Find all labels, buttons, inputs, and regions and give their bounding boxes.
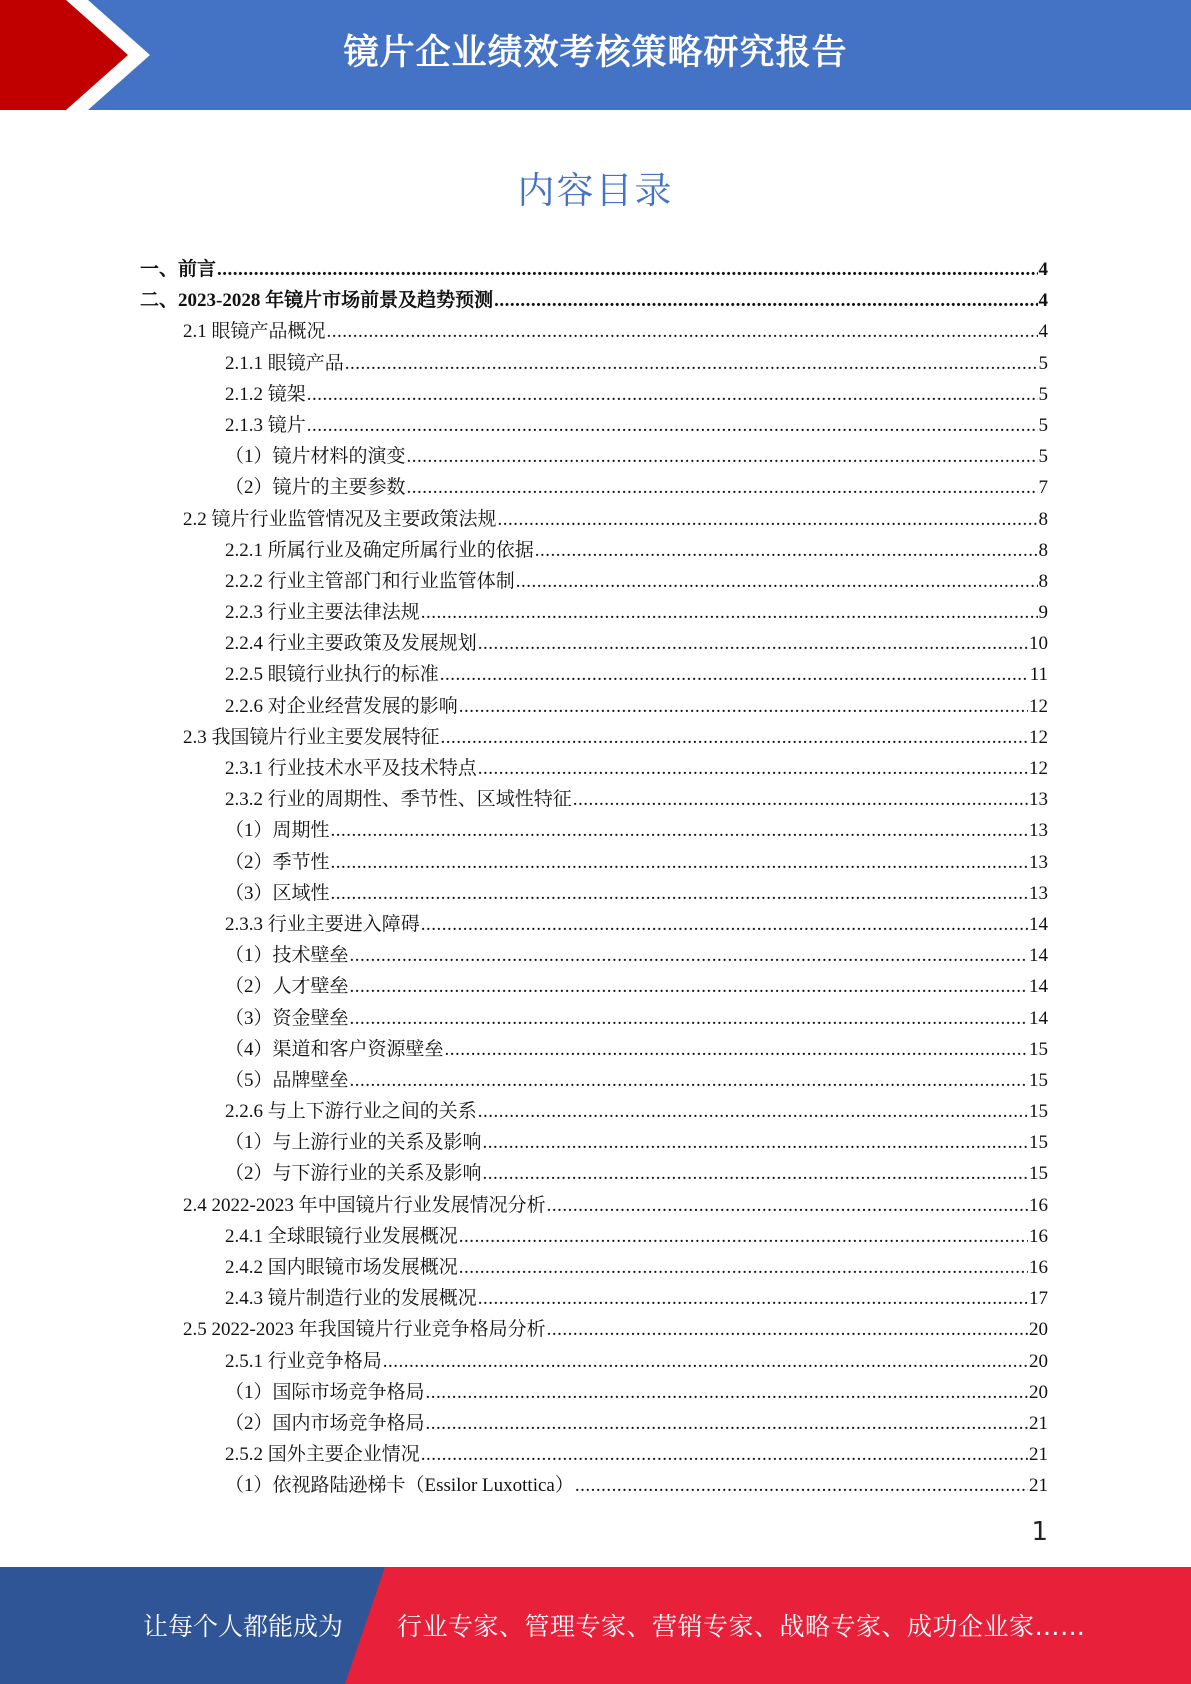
toc-entry[interactable] bbox=[140, 1096, 1048, 1127]
toc-leader-dots bbox=[445, 1034, 1028, 1065]
toc-entry[interactable] bbox=[140, 1158, 1048, 1189]
toc-leader-dots bbox=[440, 659, 1029, 690]
toc-leader-dots bbox=[535, 535, 1038, 566]
toc-entry-title: （1）周期性 bbox=[225, 820, 330, 842]
toc-entry-page: 13 bbox=[1029, 820, 1048, 842]
toc-leader-dots bbox=[478, 628, 1028, 659]
toc-entry[interactable] bbox=[140, 504, 1048, 535]
toc-entry[interactable] bbox=[140, 847, 1048, 878]
toc-entry-title: （3）区域性 bbox=[225, 882, 330, 904]
toc-entry-title: 2.2.1 所属行业及确定所属行业的依据 bbox=[225, 539, 534, 561]
toc-entry-page: 21 bbox=[1029, 1444, 1048, 1466]
toc-entry-page: 15 bbox=[1029, 1163, 1048, 1185]
toc-entry-page: 9 bbox=[1038, 602, 1048, 624]
toc-entry-title: 2.4 2022-2023 年中国镜片行业发展情况分析 bbox=[183, 1194, 546, 1216]
toc-entry-page: 15 bbox=[1029, 1038, 1048, 1060]
toc-leader-dots bbox=[547, 1190, 1028, 1221]
toc-entry[interactable] bbox=[140, 971, 1048, 1002]
toc-entry-page: 5 bbox=[1038, 352, 1048, 374]
toc-entry-page: 5 bbox=[1038, 414, 1048, 436]
toc-entry-title: 2.4.1 全球眼镜行业发展概况 bbox=[225, 1225, 458, 1247]
toc-entry-page: 16 bbox=[1029, 1225, 1048, 1247]
toc-entry[interactable] bbox=[140, 254, 1048, 285]
toc-leader-dots bbox=[459, 1221, 1028, 1252]
toc-leader-dots bbox=[483, 1127, 1028, 1158]
toc-entry[interactable] bbox=[140, 441, 1048, 472]
toc-entry-title: （2）国内市场竞争格局 bbox=[225, 1412, 425, 1434]
toc-entry-title: 2.4.3 镜片制造行业的发展概况 bbox=[225, 1288, 477, 1310]
toc-leader-dots bbox=[459, 691, 1028, 722]
toc-leader-dots bbox=[421, 1439, 1028, 1470]
toc-entry[interactable] bbox=[140, 1439, 1048, 1470]
toc-entry-page: 10 bbox=[1029, 633, 1048, 655]
toc-entry[interactable] bbox=[140, 878, 1048, 909]
toc-entry-title: 2.5 2022-2023 年我国镜片行业竞争格局分析 bbox=[183, 1319, 546, 1341]
toc-leader-dots bbox=[217, 254, 1037, 285]
toc-entry-title: 2.1 眼镜产品概况 bbox=[183, 321, 326, 343]
toc-entry[interactable] bbox=[140, 1221, 1048, 1252]
toc-leader-dots bbox=[483, 1158, 1028, 1189]
toc-entry[interactable] bbox=[140, 691, 1048, 722]
toc-entry-title: 一、前言 bbox=[140, 259, 217, 280]
toc-entry-page: 8 bbox=[1038, 539, 1048, 561]
toc-entry-title: （5）品牌壁垒 bbox=[225, 1069, 349, 1091]
toc-entry[interactable] bbox=[140, 1252, 1048, 1283]
toc-entry-title: 2.2.3 行业主要法律法规 bbox=[225, 602, 420, 624]
toc-entry-title: 2.5.2 国外主要企业情况 bbox=[225, 1444, 420, 1466]
toc-entry-page: 12 bbox=[1029, 695, 1048, 717]
toc-entry[interactable] bbox=[140, 659, 1048, 690]
toc-entry-page: 8 bbox=[1038, 570, 1048, 592]
toc-entry[interactable] bbox=[140, 472, 1048, 503]
header-banner bbox=[0, 0, 1191, 110]
toc-entry[interactable] bbox=[140, 784, 1048, 815]
toc-entry-page: 5 bbox=[1038, 383, 1048, 405]
toc-entry-title: 2.3 我国镜片行业主要发展特征 bbox=[183, 726, 440, 748]
toc-entry-page: 12 bbox=[1029, 758, 1048, 779]
toc-leader-dots bbox=[516, 566, 1038, 597]
toc-entry-title: 2.2 镜片行业监管情况及主要政策法规 bbox=[183, 508, 497, 530]
toc-leader-dots bbox=[331, 847, 1028, 878]
toc-entry-page: 13 bbox=[1029, 851, 1048, 873]
toc-entry-title: 2.1.3 镜片 bbox=[225, 414, 306, 436]
toc-leader-dots bbox=[307, 379, 1038, 410]
toc-leader-dots bbox=[478, 1283, 1028, 1314]
toc-entry-title: （2）人才壁垒 bbox=[225, 976, 349, 998]
toc-leader-dots bbox=[426, 1377, 1028, 1408]
toc-entry-page: 4 bbox=[1038, 259, 1048, 280]
toc-entry[interactable] bbox=[140, 628, 1048, 659]
toc-leader-dots bbox=[575, 1470, 1028, 1501]
toc-leader-dots bbox=[478, 1096, 1028, 1127]
toc-entry-title: 2.3.1 行业技术水平及技术特点 bbox=[225, 758, 477, 779]
toc-entry[interactable] bbox=[140, 316, 1048, 347]
toc-leader-dots bbox=[407, 441, 1038, 472]
toc-entry-page: 21 bbox=[1029, 1412, 1048, 1434]
toc-entry[interactable] bbox=[140, 1470, 1048, 1501]
toc-entry-page: 13 bbox=[1029, 789, 1048, 811]
footer-slogan-right: 行业专家、管理专家、营销专家、战略专家、成功企业家…… bbox=[397, 1612, 1086, 1641]
toc-entry-page: 20 bbox=[1029, 1381, 1048, 1403]
toc-leader-dots bbox=[573, 784, 1028, 815]
toc-entry-title: （1）镜片材料的演变 bbox=[225, 446, 406, 468]
toc-entry[interactable] bbox=[140, 1377, 1048, 1408]
toc-entry-title: （1）国际市场竞争格局 bbox=[225, 1381, 425, 1403]
toc-entry[interactable] bbox=[140, 285, 1048, 316]
toc-entry-title: 2.2.4 行业主要政策及发展规划 bbox=[225, 633, 477, 655]
toc-leader-dots bbox=[350, 940, 1028, 971]
toc-leader-dots bbox=[494, 285, 1037, 316]
toc-entry[interactable] bbox=[140, 1003, 1048, 1034]
toc-entry-title: （1）与上游行业的关系及影响 bbox=[225, 1132, 482, 1154]
toc-entry-title: （2）镜片的主要参数 bbox=[225, 477, 406, 499]
toc-entry-title: 2.1.2 镜架 bbox=[225, 383, 306, 405]
toc-leader-dots bbox=[478, 753, 1028, 784]
toc-entry[interactable] bbox=[140, 815, 1048, 846]
toc-entry-title: 2.2.5 眼镜行业执行的标准 bbox=[225, 664, 439, 686]
toc-entry-page: 5 bbox=[1038, 446, 1048, 468]
toc-entry-page: 14 bbox=[1029, 976, 1048, 998]
toc-entry-title: （4）渠道和客户资源壁垒 bbox=[225, 1038, 444, 1060]
toc-entry-title: 二、2023-2028 年镜片市场前景及趋势预测 bbox=[140, 290, 494, 312]
toc-entry[interactable] bbox=[140, 1127, 1048, 1158]
toc-entry[interactable] bbox=[140, 1034, 1048, 1065]
toc-entry-title: 2.5.1 行业竞争格局 bbox=[225, 1350, 382, 1372]
toc-entry-page: 15 bbox=[1029, 1132, 1048, 1154]
toc-entry-page: 17 bbox=[1029, 1288, 1048, 1310]
toc-entry[interactable] bbox=[140, 379, 1048, 410]
toc-entry[interactable] bbox=[140, 566, 1048, 597]
toc-entry-page: 7 bbox=[1038, 477, 1048, 499]
toc-entry-title: 2.3.3 行业主要进入障碍 bbox=[225, 913, 420, 935]
toc-entry-title: 2.2.6 与上下游行业之间的关系 bbox=[225, 1101, 477, 1123]
toc-entry[interactable] bbox=[140, 1314, 1048, 1345]
toc-leader-dots bbox=[383, 1346, 1028, 1377]
toc-leader-dots bbox=[426, 1408, 1028, 1439]
toc-leader-dots bbox=[350, 1065, 1028, 1096]
toc-entry-title: 2.2.6 对企业经营发展的影响 bbox=[225, 695, 458, 717]
toc-leader-dots bbox=[331, 815, 1028, 846]
toc-entry[interactable] bbox=[140, 753, 1048, 784]
toc-entry-page: 4 bbox=[1038, 290, 1048, 312]
footer-slogan-left: 让每个人都能成为 bbox=[143, 1612, 344, 1641]
toc-entry[interactable] bbox=[140, 909, 1048, 940]
toc-heading: 内容目录 bbox=[517, 169, 674, 212]
toc-entry[interactable] bbox=[140, 410, 1048, 441]
toc-entry-page: 12 bbox=[1029, 726, 1048, 748]
toc-leader-dots bbox=[307, 410, 1038, 441]
toc-leader-dots bbox=[441, 722, 1028, 753]
toc-entry-page: 20 bbox=[1029, 1350, 1048, 1372]
toc-entry-title: （3）资金壁垒 bbox=[225, 1007, 349, 1029]
toc-entry[interactable] bbox=[140, 535, 1048, 566]
toc-entry-page: 11 bbox=[1029, 664, 1048, 686]
footer-banner bbox=[0, 1567, 1191, 1684]
toc-entry-page: 13 bbox=[1029, 882, 1048, 904]
toc-entry-page: 20 bbox=[1029, 1319, 1048, 1341]
toc-entry-page: 4 bbox=[1038, 321, 1048, 343]
toc-entry[interactable] bbox=[140, 1408, 1048, 1439]
toc-leader-dots bbox=[350, 1003, 1028, 1034]
toc-leader-dots bbox=[459, 1252, 1028, 1283]
toc-entry-page: 14 bbox=[1029, 913, 1048, 935]
toc-entry-title: 2.4.2 国内眼镜市场发展概况 bbox=[225, 1257, 458, 1278]
toc-leader-dots bbox=[498, 504, 1038, 535]
toc-entry-title: （1）技术壁垒 bbox=[225, 945, 349, 967]
toc-entry-title: （2）与下游行业的关系及影响 bbox=[225, 1163, 482, 1185]
toc-entry-title: 2.2.2 行业主管部门和行业监管体制 bbox=[225, 570, 515, 592]
toc-entry-title: （2）季节性 bbox=[225, 851, 330, 873]
page-number: 1 bbox=[1031, 1517, 1048, 1547]
toc-entry-page: 16 bbox=[1029, 1194, 1048, 1216]
toc-leader-dots bbox=[407, 472, 1038, 503]
toc-entry[interactable] bbox=[140, 1190, 1048, 1221]
toc-entry-title: 2.1.1 眼镜产品 bbox=[225, 352, 344, 374]
toc-entry[interactable] bbox=[140, 722, 1048, 753]
toc-leader-dots bbox=[327, 316, 1038, 347]
toc-entry[interactable] bbox=[140, 940, 1048, 971]
toc-entry-page: 15 bbox=[1029, 1069, 1048, 1091]
report-title: 镜片企业绩效考核策略研究报告 bbox=[343, 33, 848, 73]
toc-leader-dots bbox=[350, 971, 1028, 1002]
toc-leader-dots bbox=[547, 1314, 1028, 1345]
toc-entry-title: 2.3.2 行业的周期性、季节性、区域性特征 bbox=[225, 789, 572, 811]
toc-entry[interactable] bbox=[140, 348, 1048, 379]
toc-entry-page: 8 bbox=[1038, 508, 1048, 530]
toc-leader-dots bbox=[421, 597, 1038, 628]
toc-leader-dots bbox=[331, 878, 1028, 909]
toc-leader-dots bbox=[345, 348, 1038, 379]
toc-entry-page: 15 bbox=[1029, 1101, 1048, 1123]
toc-entry-title: （1）依视路陆逊梯卡（Essilor Luxottica） bbox=[225, 1475, 574, 1497]
toc-entry[interactable] bbox=[140, 1346, 1048, 1377]
toc-entry[interactable] bbox=[140, 597, 1048, 628]
toc-entry[interactable] bbox=[140, 1065, 1048, 1096]
toc-entry-page: 14 bbox=[1029, 945, 1048, 967]
toc-leader-dots bbox=[421, 909, 1028, 940]
toc-entry-page: 21 bbox=[1029, 1475, 1048, 1497]
toc-entry-page: 14 bbox=[1029, 1007, 1048, 1029]
toc-entry[interactable] bbox=[140, 1283, 1048, 1314]
toc-entry-page: 16 bbox=[1029, 1257, 1048, 1278]
table-of-contents bbox=[140, 254, 1048, 1502]
